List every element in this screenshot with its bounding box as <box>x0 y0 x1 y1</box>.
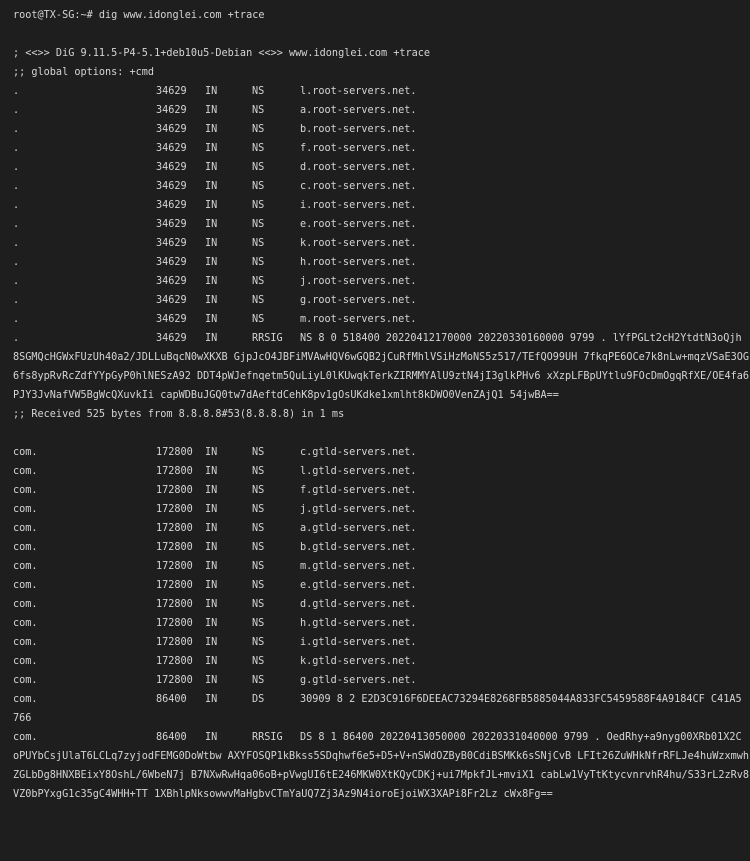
record-class: IN <box>205 124 218 135</box>
ns-record-row <box>13 614 743 633</box>
record-data: h.gtld-servers.net. <box>300 618 417 629</box>
record-ttl: 172800 <box>156 523 193 534</box>
record-ttl: 172800 <box>156 599 193 610</box>
record-ttl: 172800 <box>156 504 193 515</box>
ns-record-row <box>13 557 743 576</box>
record-class: IN <box>205 637 218 648</box>
record-type: DS <box>252 694 265 705</box>
ns-record-row <box>13 595 743 614</box>
record-name: com. <box>13 542 38 553</box>
record-type: NS <box>252 124 265 135</box>
record-data: d.root-servers.net. <box>300 162 417 173</box>
record-name: com. <box>13 447 38 458</box>
record-class: IN <box>205 523 218 534</box>
record-data: a.gtld-servers.net. <box>300 523 417 534</box>
record-type: NS <box>252 485 265 496</box>
record-class: IN <box>205 181 218 192</box>
ns-record-row <box>13 196 743 215</box>
record-class: IN <box>205 200 218 211</box>
record-ttl: 172800 <box>156 542 193 553</box>
rrsig-continuation-line: 8SGMQcHGWxFUzUh40a2/JDLLuBqcN0wXKXB GjpJcO4JBFiMVAwHQV6wGQB2jCuRfMhlVSiHzMoNS5z517/TEfQO99UH 7fkqPE6OCe7k8nLw+mqzVSaE3OG <box>13 352 750 363</box>
record-class: IN <box>205 219 218 230</box>
ns-record-row <box>13 633 743 652</box>
record-data: e.gtld-servers.net. <box>300 580 417 591</box>
record-class: IN <box>205 694 218 705</box>
record-ttl: 34629 <box>156 162 187 173</box>
record-name: com. <box>13 599 38 610</box>
ns-record-row <box>13 120 743 139</box>
ns-record-row <box>13 443 743 462</box>
record-name: . <box>13 314 20 325</box>
record-class: IN <box>205 86 218 97</box>
record-data: l.root-servers.net. <box>300 86 417 97</box>
record-name: . <box>13 295 20 306</box>
record-data: e.root-servers.net. <box>300 219 417 230</box>
ns-record-row <box>13 671 743 690</box>
ns-record-row <box>13 234 743 253</box>
record-ttl: 34629 <box>156 200 187 211</box>
record-ttl: 34629 <box>156 257 187 268</box>
record-type: NS <box>252 542 265 553</box>
record-name: . <box>13 181 20 192</box>
record-ttl: 86400 <box>156 732 187 743</box>
record-ttl: 34629 <box>156 295 187 306</box>
record-type: NS <box>252 447 265 458</box>
record-name: com. <box>13 675 38 686</box>
record-type: RRSIG <box>252 732 283 743</box>
record-type: NS <box>252 599 265 610</box>
record-name: . <box>13 200 20 211</box>
dig-header-line: ; <<>> DiG 9.11.5-P4-5.1+deb10u5-Debian <<>> www.idonglei.com +trace <box>13 48 431 59</box>
record-name: . <box>13 143 20 154</box>
record-class: IN <box>205 656 218 667</box>
record-data: k.gtld-servers.net. <box>300 656 417 667</box>
ns-record-row <box>13 272 743 291</box>
record-name: . <box>13 124 20 135</box>
record-class: IN <box>205 580 218 591</box>
rrsig-continuation-line: 6fs8ypRvRcZdfYYpGyP0hlNESzA92 DDT4pWJefnqetm5QuLiyL0lKUwqkTerkZIRMMYAlU9ztN4jI3glkPHv6 xXzpLFBpUYtlu9FOcDmOgqRfXE/OE4fa6 <box>13 371 750 382</box>
record-ttl: 34629 <box>156 181 187 192</box>
ns-record-row <box>13 538 743 557</box>
record-type: NS <box>252 466 265 477</box>
record-class: IN <box>205 561 218 572</box>
record-name: com. <box>13 637 38 648</box>
record-name: . <box>13 162 20 173</box>
record-name: . <box>13 86 20 97</box>
record-type: NS <box>252 200 265 211</box>
command-prompt-line: root@TX-SG:~# dig www.idonglei.com +trace <box>13 10 265 21</box>
record-class: IN <box>205 599 218 610</box>
record-ttl: 172800 <box>156 675 193 686</box>
record-data: f.gtld-servers.net. <box>300 485 417 496</box>
record-data: a.root-servers.net. <box>300 105 417 116</box>
record-class: IN <box>205 257 218 268</box>
record-name: com. <box>13 656 38 667</box>
record-class: IN <box>205 105 218 116</box>
record-class: IN <box>205 485 218 496</box>
root-rrsig-record <box>13 329 743 348</box>
record-ttl: 34629 <box>156 333 187 344</box>
ns-record-row <box>13 291 743 310</box>
record-data: DS 8 1 86400 20220413050000 20220331040000 9799 . OedRhy+a9nyg00XRb01X2C <box>300 732 742 743</box>
record-name: . <box>13 238 20 249</box>
record-data: k.root-servers.net. <box>300 238 417 249</box>
global-options-line: ;; global options: +cmd <box>13 67 155 78</box>
record-type: NS <box>252 219 265 230</box>
record-type: NS <box>252 504 265 515</box>
record-data: i.gtld-servers.net. <box>300 637 417 648</box>
record-name: com. <box>13 580 38 591</box>
record-type: NS <box>252 637 265 648</box>
record-ttl: 172800 <box>156 466 193 477</box>
record-data: b.gtld-servers.net. <box>300 542 417 553</box>
record-data: g.gtld-servers.net. <box>300 675 417 686</box>
record-type: NS <box>252 561 265 572</box>
record-ttl: 34629 <box>156 219 187 230</box>
record-class: IN <box>205 618 218 629</box>
ns-record-row <box>13 82 743 101</box>
ns-record-row <box>13 576 743 595</box>
record-data: c.gtld-servers.net. <box>300 447 417 458</box>
record-type: NS <box>252 523 265 534</box>
record-class: IN <box>205 314 218 325</box>
record-data: j.gtld-servers.net. <box>300 504 417 515</box>
rrsig-continuation-line: ZGLbDg8HNXBEixY8OshL/6WbeN7j B7NXwRwHqa06oB+pVwgUI6tE246MKW0XtKQyCDKj+ui7MpkfJL+mviX1 cabLw1VyTtKtycvnrvhR4hu/S33rL2zRv8 <box>13 770 750 781</box>
record-data: NS 8 0 518400 20220412170000 20220330160000 9799 . lYfPGLt2cH2YtdtN3oQjh <box>300 333 742 344</box>
record-name: . <box>13 276 20 287</box>
ns-record-row <box>13 139 743 158</box>
record-ttl: 172800 <box>156 656 193 667</box>
record-type: NS <box>252 238 265 249</box>
record-class: IN <box>205 504 218 515</box>
record-type: NS <box>252 580 265 591</box>
record-type: NS <box>252 143 265 154</box>
record-ttl: 34629 <box>156 124 187 135</box>
record-data: 30909 8 2 E2D3C916F6DEEAC73294E8268FB5885044A833FC5459588F4A9184CF C41A5 <box>300 694 742 705</box>
record-type: NS <box>252 314 265 325</box>
record-name: com. <box>13 618 38 629</box>
ns-record-row <box>13 310 743 329</box>
record-data: g.root-servers.net. <box>300 295 417 306</box>
com-rrsig-record <box>13 728 743 747</box>
record-ttl: 34629 <box>156 86 187 97</box>
ns-record-row <box>13 652 743 671</box>
record-type: NS <box>252 618 265 629</box>
record-class: IN <box>205 542 218 553</box>
record-data: l.gtld-servers.net. <box>300 466 417 477</box>
record-class: IN <box>205 143 218 154</box>
record-class: IN <box>205 447 218 458</box>
record-data: j.root-servers.net. <box>300 276 417 287</box>
record-ttl: 172800 <box>156 580 193 591</box>
ns-record-row <box>13 158 743 177</box>
record-type: NS <box>252 162 265 173</box>
record-type: RRSIG <box>252 333 283 344</box>
record-type: NS <box>252 295 265 306</box>
ns-record-row <box>13 481 743 500</box>
record-data: d.gtld-servers.net. <box>300 599 417 610</box>
record-ttl: 172800 <box>156 485 193 496</box>
ns-record-row <box>13 519 743 538</box>
record-name: com. <box>13 466 38 477</box>
record-data: m.root-servers.net. <box>300 314 417 325</box>
rrsig-continuation-line: VZ0bPYxgG1c35gC4WHH+TT 1XBhlpNksowwvMaHgbvCTmYaUQ7Zj3Az9N4ioroEjoiWX3XAPi8Fr2Lz cWx8Fg== <box>13 789 553 800</box>
record-class: IN <box>205 295 218 306</box>
record-class: IN <box>205 238 218 249</box>
record-ttl: 86400 <box>156 694 187 705</box>
record-data: i.root-servers.net. <box>300 200 417 211</box>
record-class: IN <box>205 466 218 477</box>
rrsig-continuation-line: oPUYbCsjUlaT6LCLq7zyjodFEMG0DoWtbw AXYFOSQP1kBkss5SDqhwf6e5+D5+V+nSWdOZByB0CdiBSMKk6sSNjCvB LFIt26ZuWHkNfrRFLJe4huWzxmwh <box>13 751 750 762</box>
ds-continuation-line: 766 <box>13 713 32 724</box>
record-type: NS <box>252 181 265 192</box>
record-class: IN <box>205 675 218 686</box>
record-name: . <box>13 333 20 344</box>
ns-record-row <box>13 462 743 481</box>
rrsig-continuation-line: PJY3JvNafVW5BgWcQXuvkIi capWDBuJGQ0tw7dAeftdCehK8pv1gOsUKdke1xmlht8kDWO0VenZAjQ1 54jwBA== <box>13 390 559 401</box>
ns-record-row <box>13 500 743 519</box>
record-class: IN <box>205 276 218 287</box>
record-class: IN <box>205 162 218 173</box>
record-data: f.root-servers.net. <box>300 143 417 154</box>
ns-record-row <box>13 253 743 272</box>
record-type: NS <box>252 257 265 268</box>
record-data: m.gtld-servers.net. <box>300 561 417 572</box>
received-summary-line: ;; Received 525 bytes from 8.8.8.8#53(8.8.8.8) in 1 ms <box>13 409 345 420</box>
ns-record-row <box>13 215 743 234</box>
com-ds-record <box>13 690 743 709</box>
record-ttl: 172800 <box>156 618 193 629</box>
ns-record-row <box>13 177 743 196</box>
record-data: h.root-servers.net. <box>300 257 417 268</box>
record-ttl: 172800 <box>156 447 193 458</box>
ns-record-row <box>13 101 743 120</box>
record-ttl: 34629 <box>156 238 187 249</box>
record-ttl: 172800 <box>156 637 193 648</box>
record-ttl: 172800 <box>156 561 193 572</box>
record-type: NS <box>252 675 265 686</box>
record-ttl: 34629 <box>156 143 187 154</box>
record-name: . <box>13 257 20 268</box>
record-name: com. <box>13 561 38 572</box>
record-name: . <box>13 219 20 230</box>
record-type: NS <box>252 105 265 116</box>
record-type: NS <box>252 276 265 287</box>
record-ttl: 34629 <box>156 105 187 116</box>
record-name: com. <box>13 732 38 743</box>
record-name: com. <box>13 485 38 496</box>
record-data: b.root-servers.net. <box>300 124 417 135</box>
record-name: com. <box>13 523 38 534</box>
record-name: com. <box>13 504 38 515</box>
record-type: NS <box>252 656 265 667</box>
record-type: NS <box>252 86 265 97</box>
record-name: . <box>13 105 20 116</box>
record-class: IN <box>205 333 218 344</box>
record-ttl: 34629 <box>156 314 187 325</box>
record-class: IN <box>205 732 218 743</box>
record-name: com. <box>13 694 38 705</box>
record-ttl: 34629 <box>156 276 187 287</box>
record-data: c.root-servers.net. <box>300 181 417 192</box>
